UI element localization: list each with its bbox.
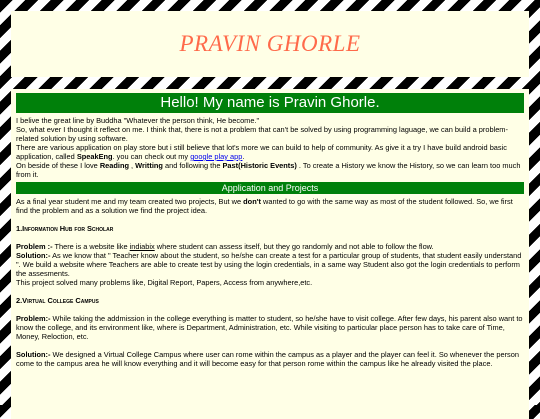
projects-intro: As a final year student me and my team created two projects, But we don't wanted to go with the same way as most of the student followed. So, we first find the problem and as a solution we find the project idea. bbox=[16, 197, 513, 215]
project-1-title: 1.Information Hub for Scholar bbox=[16, 224, 114, 233]
project-2-solution: Solution:- We designed a Virtual College Campus where user can rome within the campus as a player and the player can feel it. So whenever the person come to the campus area he will know everything and it will become easy for that person rome within the campus like he already visited the place. bbox=[16, 350, 519, 368]
intro-app-paragraph: There are various application on play store but i still believe that lot's more we can build to help of community. As give it a try I have build android basic application, called SpeakEng. you can check out my google play app. bbox=[16, 143, 507, 161]
site-header bbox=[11, 11, 529, 77]
google-play-link[interactable]: google play app bbox=[190, 152, 243, 161]
project-1-extra: This project solved many problems like, Digital Report, Papers, Access from anywhere,etc. bbox=[16, 278, 313, 287]
intro-hobbies-paragraph: On beside of these I love Reading , Writting and following the Past(Historic Events) . To create a History we know the History, so we can learn too much from it. bbox=[16, 161, 521, 179]
indiabix-link[interactable]: indiabix bbox=[129, 242, 155, 251]
project-1-problem: Problem :- There is a website like indiabix where student can assess itself, but they go randomly and not able to follow the flow. bbox=[16, 242, 434, 251]
intro-quote: I belive the great line by Buddha "Whatever the person think, He become." bbox=[16, 116, 260, 125]
app-name: SpeakEng bbox=[76, 152, 113, 161]
main-content bbox=[11, 89, 529, 419]
intro-banner: Hello! My name is Pravin Ghorle. bbox=[16, 93, 524, 113]
project-2-title: 2.Virtual College Campus bbox=[16, 296, 99, 305]
intro-paragraph: So, what ever I thought it reflect on me. I think that, there is not a problem that can't be solved by using programming laguage, we can build a problem-related solution by using software. bbox=[16, 125, 508, 143]
project-1-solution: Solution:- As we know that " Teacher know about the student, so he/she can create a test for a particular group of students, that student easily understand ". We build a website where Teachers are able to create test by using the login credentials, in a same way Student also got the login credentials to perform the assesments. bbox=[16, 251, 522, 278]
project-2-problem: Problem:- While taking the addmission in the college everything is matter to student, so he/she have to visit college. After few days, his parent also want to know the college, and its environment like, where is Department, Administration, etc. While visiting to particular place person has to take care of Time, Money, Reloction, etc. bbox=[16, 314, 523, 341]
projects-banner: Application and Projects bbox=[16, 182, 524, 194]
site-title: PRAVIN GHORLE bbox=[179, 31, 361, 56]
